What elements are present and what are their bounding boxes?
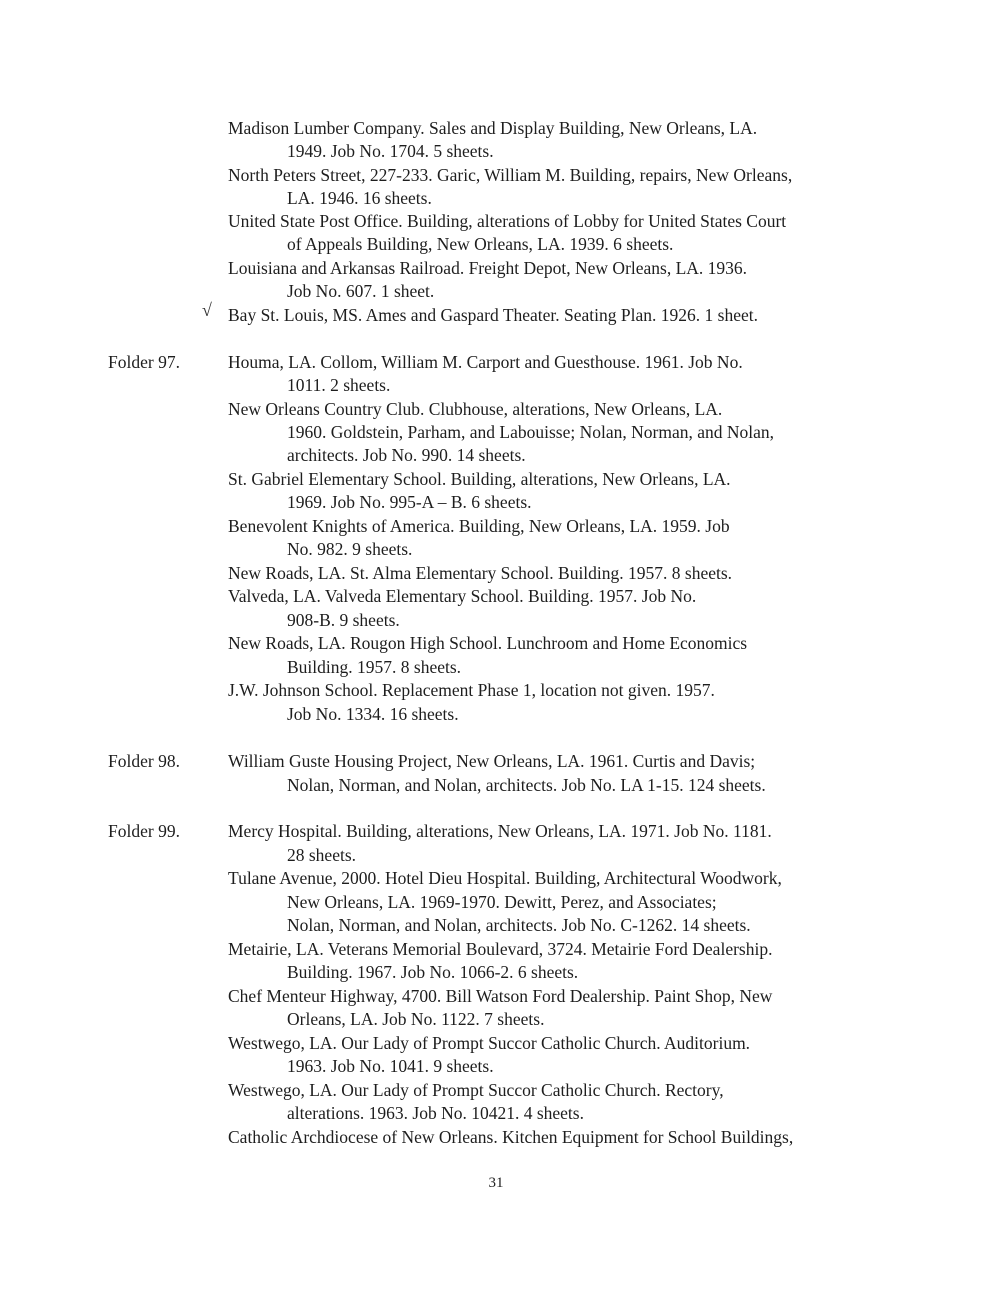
entry-line: Chef Menteur Highway, 4700. Bill Watson Ford Dealership. Paint Shop, New: [228, 986, 773, 1006]
entry-line: 1949. Job No. 1704. 5 sheets.: [287, 141, 494, 161]
entry-line: 1969. Job No. 995-A – B. 6 sheets.: [287, 492, 532, 512]
entry-line: Job No. 1334. 16 sheets.: [287, 704, 459, 724]
folder-label: Folder 97.: [108, 352, 180, 372]
entry-line: Building. 1967. Job No. 1066-2. 6 sheets.: [287, 962, 579, 982]
entry-line: Valveda, LA. Valveda Elementary School. Building. 1957. Job No.: [228, 586, 697, 606]
entry-line: Job No. 607. 1 sheet.: [287, 281, 435, 301]
entry-line: of Appeals Building, New Orleans, LA. 1939. 6 sheets.: [287, 234, 674, 254]
entry-line: 1963. Job No. 1041. 9 sheets.: [287, 1056, 494, 1076]
entry-line: LA. 1946. 16 sheets.: [287, 188, 432, 208]
entry-line: New Roads, LA. Rougon High School. Lunchroom and Home Economics: [228, 633, 748, 653]
entry-line: North Peters Street, 227-233. Garic, William M. Building, repairs, New Orleans,: [228, 165, 793, 185]
entry-line: 1960. Goldstein, Parham, and Labouisse; Nolan, Norman, and Nolan,: [287, 422, 774, 442]
entry-line: Bay St. Louis, MS. Ames and Gaspard Theater. Seating Plan. 1926. 1 sheet.: [228, 305, 758, 325]
folder-label: Folder 99.: [108, 821, 180, 841]
entry-line: Benevolent Knights of America. Building, New Orleans, LA. 1959. Job: [228, 516, 730, 536]
entry-line: Madison Lumber Company. Sales and Display Building, New Orleans, LA.: [228, 118, 758, 138]
entry-line: New Orleans, LA. 1969-1970. Dewitt, Perez, and Associates;: [287, 892, 717, 912]
entry-line: architects. Job No. 990. 14 sheets.: [287, 445, 526, 465]
entry-line: No. 982. 9 sheets.: [287, 539, 413, 559]
entry-line: United State Post Office. Building, alterations of Lobby for United States Court: [228, 211, 787, 231]
entry-line: William Guste Housing Project, New Orleans, LA. 1961. Curtis and Davis;: [228, 751, 756, 771]
entry-line: Catholic Archdiocese of New Orleans. Kitchen Equipment for School Buildings,: [228, 1127, 794, 1147]
entry-line: Houma, LA. Collom, William M. Carport and Guesthouse. 1961. Job No.: [228, 352, 743, 372]
entry-line: 908-B. 9 sheets.: [287, 610, 400, 630]
entry-line: New Roads, LA. St. Alma Elementary School. Building. 1957. 8 sheets.: [228, 563, 733, 583]
entry-line: 1011. 2 sheets.: [287, 375, 391, 395]
entry-line: Tulane Avenue, 2000. Hotel Dieu Hospital. Building, Architectural Woodwork,: [228, 868, 782, 888]
entry-line: Building. 1957. 8 sheets.: [287, 657, 462, 677]
entry-line: Metairie, LA. Veterans Memorial Boulevard, 3724. Metairie Ford Dealership.: [228, 939, 773, 959]
entry-line: Nolan, Norman, and Nolan, architects. Job No. C-1262. 14 sheets.: [287, 915, 751, 935]
handwritten-check-mark: √: [202, 300, 212, 320]
entry-line: 28 sheets.: [287, 845, 357, 865]
entry-line: Mercy Hospital. Building, alterations, New Orleans, LA. 1971. Job No. 1181.: [228, 821, 772, 841]
entry-line: Orleans, LA. Job No. 1122. 7 sheets.: [287, 1009, 545, 1029]
entry-line: Nolan, Norman, and Nolan, architects. Job No. LA 1-15. 124 sheets.: [287, 775, 766, 795]
entry-line: St. Gabriel Elementary School. Building, alterations, New Orleans, LA.: [228, 469, 731, 489]
folder-label: Folder 98.: [108, 751, 180, 771]
page-number: 31: [488, 1175, 504, 1191]
entry-line: alterations. 1963. Job No. 10421. 4 sheets.: [287, 1103, 584, 1123]
entry-line: Louisiana and Arkansas Railroad. Freight Depot, New Orleans, LA. 1936.: [228, 258, 748, 278]
entry-line: Westwego, LA. Our Lady of Prompt Succor Catholic Church. Auditorium.: [228, 1033, 751, 1053]
entry-line: Westwego, LA. Our Lady of Prompt Succor Catholic Church. Rectory,: [228, 1080, 724, 1100]
entry-line: New Orleans Country Club. Clubhouse, alterations, New Orleans, LA.: [228, 399, 723, 419]
entry-line: J.W. Johnson School. Replacement Phase 1, location not given. 1957.: [228, 680, 715, 700]
